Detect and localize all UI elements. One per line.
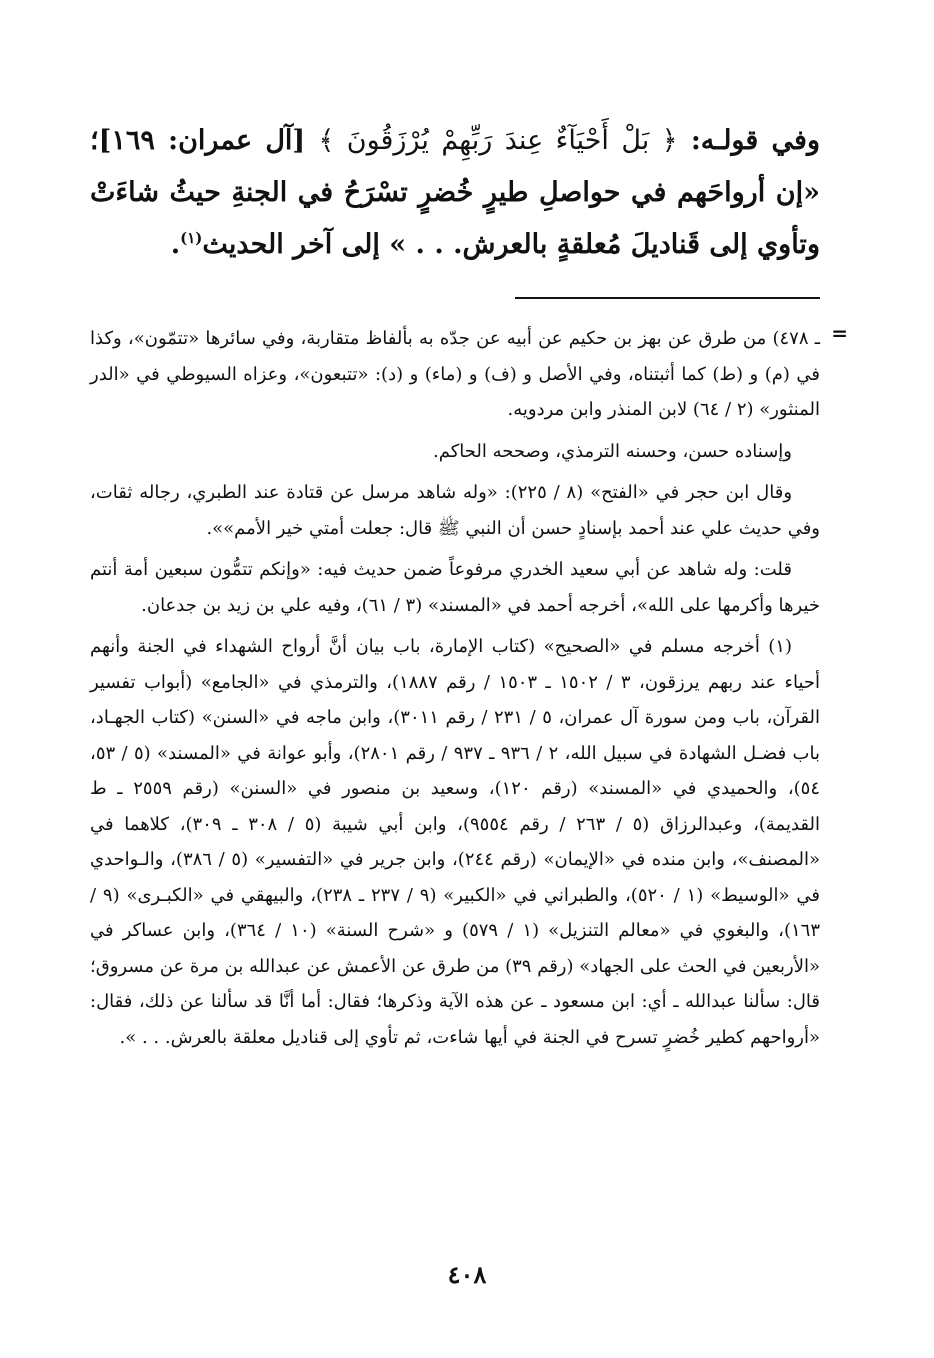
footnote-reference: (١)	[180, 229, 203, 247]
footnote-separator	[515, 297, 820, 299]
continuation-marker: =	[831, 321, 848, 345]
hadith-text: «إن أرواحَهم في حواصلِ طيرٍ خُضرٍ تسْرَحُ في الجنةِ حيثُ شاءَتْ وتأوي إلى قَناديلَ مُعلقةٍ بالعرش. . . » إلى آخر الحديث	[90, 177, 820, 260]
verse-reference: [آل عمران: ١٦٩]؛	[90, 125, 319, 156]
footnote-paragraph-5: (١) أخرجه مسلم في «الصحيح» (كتاب الإمارة، باب بيان أنَّ أرواح الشهداء في الجنة وأنهم أحياء عند ربهم يرزقون، ٣ / ١٥٠٢ ـ ١٥٠٣ / رقم ١٨٨٧)، والترمذي في «الجامع» (أبواب تفسير القرآن، باب ومن سورة آل عمران، ٥ / ٢٣١ / رقم ٣٠١١)، وابن ماجه في «السنن» (كتاب الجهـاد، باب فضـل الشهادة في سبيل الله، ٢ / ٩٣٦ ـ ٩٣٧ / رقم ٢٨٠١)، وأبو عوانة في «المسند» (٥ / ٥٣، ٥٤)، والحميدي في «المسند» (رقم ١٢٠)، وسعيد بن منصور في «السنن» (رقم ٢٥٥٩ ـ ط القديمة)، وعبدالرزاق (٥ / ٢٦٣ / رقم ٩٥٥٤)، وابن أبي شيبة (٥ / ٣٠٨ ـ ٣٠٩)، كلاهما في «المصنف»، وابن منده في «الإيمان» (رقم ٢٤٤)، وابن جرير في «التفسير» (٥ / ٣٨٦)، والـواحدي في «الوسيط» (١ / ٥٢٠)، والطبراني في «الكبير» (٩ / ٢٣٧ ـ ٢٣٨)، والبيهقي في «الكبـرى» (٩ / ١٦٣)، والبغوي في «معالم التنزيل» (١ / ٥٧٩) و «شرح السنة» (١٠ / ٣٦٤)، وابن عساكر في «الأربعين في الحث على الجهاد» (رقم ٣٩) من طرق عن الأعمش عن عبدالله بن مرة عن مسروق؛ قال: سألنا عبدالله ـ أي: ابن مسعود ـ عن هذه الآية وذكرها؛ فقال: أما أنَّا قد سألنا عن ذلك، فقال: «أرواحهم كطير خُضرٍ تسرح في الجنة في أيها شاءت، ثم تأوي إلى قناديل معلقة بالعرش. . . ».	[90, 636, 821, 1048]
end-mark: .	[170, 229, 181, 260]
main-paragraph	[90, 115, 820, 271]
page-body	[90, 115, 848, 1061]
footnote-separator-wrap	[90, 271, 820, 321]
footnotes	[90, 321, 848, 1055]
footnote-paragraph-2: وإسناده حسن، وحسنه الترمذي، وصححه الحاكم.	[433, 440, 792, 462]
footnote-paragraph-3: وقال ابن حجر في «الفتح» (٨ / ٢٢٥): «وله شاهد مرسل عن قتادة عند الطبري، رجاله ثقات، وفي حديث علي عند أحمد بإسنادٍ حسن أن النبي ﷺ قال: جعلت أمتي خير الأمم»».	[90, 482, 820, 539]
quran-verse: ﴿ بَلْ أَحْيَآءٌ عِندَ رَبِّهِمْ يُرْزَقُونَ ﴾	[318, 125, 678, 156]
page-number: ٤٠٨	[447, 1260, 487, 1289]
intro-text: وفي قولـه:	[677, 125, 820, 156]
footnote-paragraph-1: ـ ٤٧٨) من طرق عن بهز بن حكيم عن أبيه عن جدّه به بألفاظ متقاربة، وفي سائرها «تتمّون»، وكذا في (م) و (ط) كما أثبتناه، وفي الأصل و (ف) و (ماء) و (د): «تتبعون»، وعزاه السيوطي في «الدر المنثور» (٢ / ٦٤) لابن المنذر وابن مردويه.	[90, 328, 821, 420]
footnote-paragraph-4: قلت: وله شاهد عن أبي سعيد الخدري مرفوعاً ضمن حديث فيه: «وإنكم تتمُّون سبعين أمة أنتم خيرها وأكرمها على الله»، أخرجه أحمد في «المسند» (٣ / ٦١)، وفيه علي بن زيد بن جدعان.	[90, 559, 820, 616]
